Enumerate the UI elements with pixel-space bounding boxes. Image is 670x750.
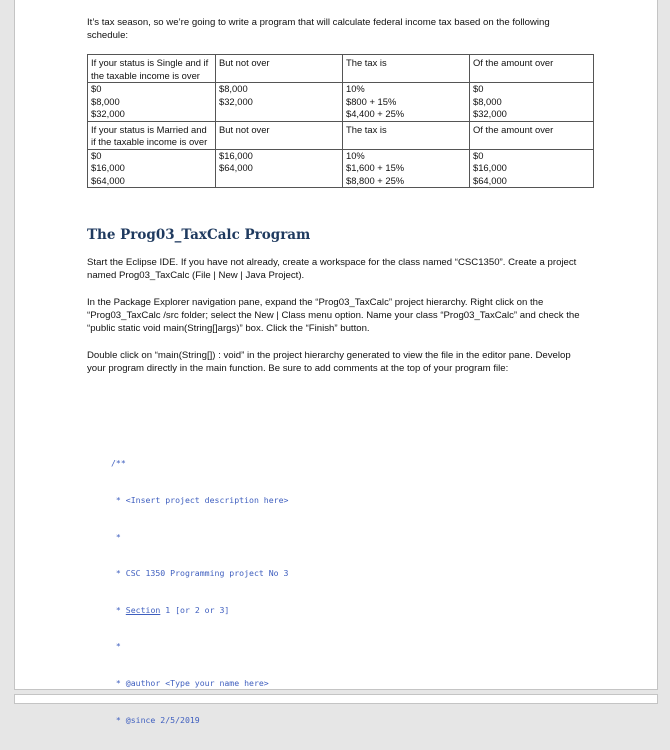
code-line: * @author <Type your name here> [111,677,269,688]
married-header-row [88,121,594,149]
table-cell: But not over [216,121,343,149]
table-cell: Of the amount over [470,121,594,149]
table-cell: If your status is Single and if the taxable income is over [88,55,216,83]
section-title: The Prog03_TaxCalc Program [87,227,311,243]
table-cell: $8,000 $32,000 [216,83,343,122]
page-content [87,16,587,750]
code-line: * [111,641,121,652]
table-cell: $0 $16,000 $64,000 [470,149,594,188]
single-data-row [88,83,594,122]
table-cell: $0 $8,000 $32,000 [470,83,594,122]
table-cell: The tax is [343,55,470,83]
table-cell: Of the amount over [470,55,594,83]
code-prefix: * [111,604,126,615]
paragraph-package-explorer: In the Package Explorer navigation pane, expand the “Prog03_TaxCalc” project hierarchy. Right click on the “Prog03_TaxCalc /src folder; select the New | Class menu option. Name your class “Prog03_TaxCalc” and check the “public static void main(String[]args)” box. Click the “Finish” button. [87,297,580,334]
code-section-link: Section [125,604,161,615]
married-data-row [88,149,594,188]
table-cell: The tax is [343,121,470,149]
tax-schedule-table [87,54,594,188]
code-line: * CSC 1350 Programming project No 3 [111,568,289,579]
document-page [14,0,658,725]
table-cell: But not over [216,55,343,83]
table-cell: $0 $16,000 $64,000 [88,149,216,188]
code-line: * [111,531,121,542]
code-line: * <Insert project description here> [111,495,289,505]
table-cell: $0 $8,000 $32,000 [88,83,216,122]
code-line [111,604,587,616]
code-section-rest: 1 [or 2 or 3] [160,604,230,615]
code-line: /** [111,458,126,469]
code-line: * @since 2/5/2019 [111,714,200,725]
next-page-edge [14,694,658,704]
table-cell: If your status is Married and if the taxable income is over [88,121,216,149]
table-cell: 10% $800 + 15% $4,400 + 25% [343,83,470,122]
paragraph-main-function: Double click on “main(String[]) : void” in the project hierarchy generated to view the file in the editor pane. Develop your program directly in the main function. Be sure to add comments at the top of your program file: [87,350,571,374]
table-cell: $16,000 $64,000 [216,149,343,188]
paragraph-eclipse-setup: Start the Eclipse IDE. If you have not already, create a workspace for the class named “CSC1350”. Create a project named Prog03_TaxCalc (File | New | Java Project). [87,257,577,281]
table-cell: 10% $1,600 + 15% $8,800 + 25% [343,149,470,188]
intro-text: It’s tax season, so we’re going to write a program that will calculate federal income tax based on the following schedule: [87,17,550,41]
single-header-row [88,55,594,83]
